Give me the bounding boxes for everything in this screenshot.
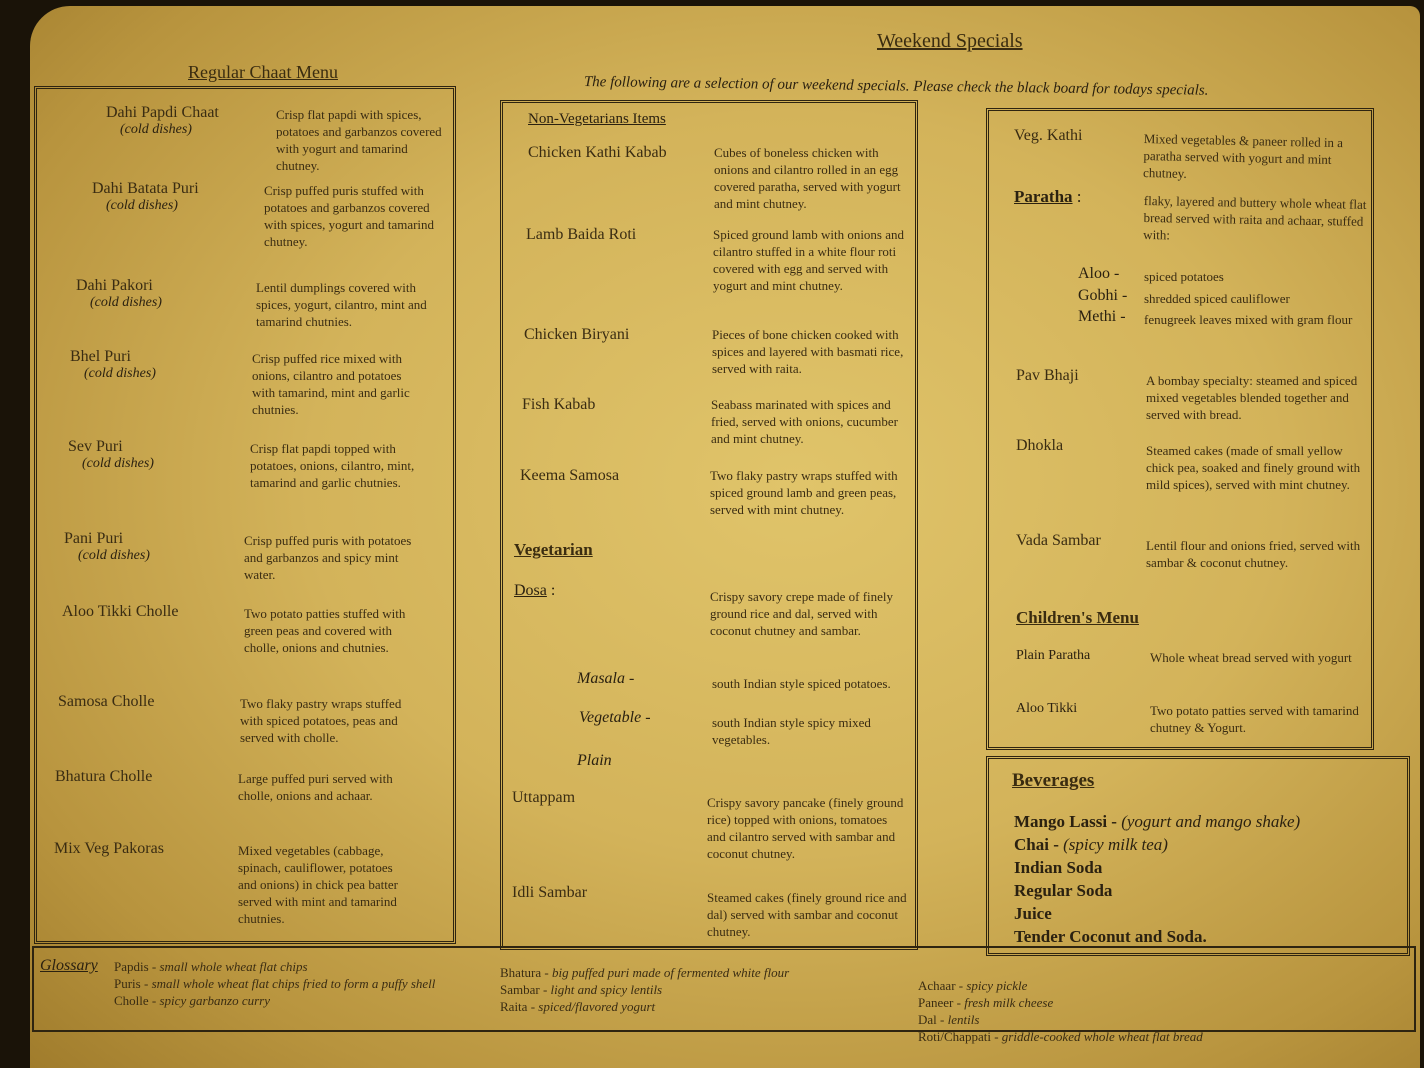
chaat-item-name: Bhel Puri	[70, 348, 131, 365]
dosa-colon: :	[550, 582, 556, 599]
glossary-definition: - small whole wheat flat chips	[151, 959, 308, 974]
chaat-item-name: Dahi Papdi Chaat	[106, 104, 219, 121]
paratha-label: Paratha	[1014, 187, 1073, 206]
glossary-title: Glossary	[40, 957, 98, 974]
special-item-name: Pav Bhaji	[1016, 367, 1079, 384]
glossary-definition: - spiced/flavored yogurt	[530, 999, 656, 1014]
chaat-item-description: Crisp puffed puris stuffed with potatoes and garbanzos covered with spices, yogurt and tamarind chutney.	[264, 183, 435, 249]
vegetarian-item-description: Crispy savory pancake (finely ground rice) topped with onions, tomatoes and cilantro served with sambar and coconut chutney.	[707, 795, 904, 861]
chaat-item-description: Crisp puffed rice mixed with onions, cilantro and potatoes with tamarind, mint and garlic chutnies.	[252, 351, 410, 417]
paratha-colon: :	[1076, 187, 1082, 206]
glossary-entry	[918, 1028, 1203, 1045]
chaat-item-name: Pani Puri	[64, 530, 124, 547]
non-veg-item-description: Cubes of boneless chicken with onions and cilantro rolled in an egg covered paratha, served with yogurt and mint chutney.	[714, 145, 901, 211]
chaat-item-name: Samosa Cholle	[58, 693, 155, 710]
chaat-item-note: (cold dishes)	[82, 456, 154, 471]
childrens-item-description: Two potato patties served with tamarind chutney & Yogurt.	[1150, 703, 1359, 735]
glossary-entry	[114, 975, 435, 992]
glossary-definition: - spicy garbanzo curry	[151, 993, 270, 1008]
dosa-heading	[514, 582, 555, 600]
chaat-item-description: Lentil dumplings covered with spices, yogurt, cilantro, mint and tamarind chutnies.	[256, 280, 427, 329]
chaat-item-name: Mix Veg Pakoras	[54, 840, 164, 857]
vegetarian-title: Vegetarian	[514, 540, 593, 559]
non-veg-item-description: Two flaky pastry wraps stuffed with spiced ground lamb and green peas, served with mint chutney.	[710, 468, 898, 517]
weekend-specials-title: Weekend Specials	[877, 30, 1023, 52]
chaat-item-description: Mixed vegetables (cabbage, spinach, cauliflower, potatoes and onions) in chick pea batter served with mint and tamarind chutnies.	[238, 843, 398, 926]
chaat-item-note: (cold dishes)	[90, 295, 162, 310]
beverages-title: Beverages	[1012, 770, 1095, 791]
vegetarian-item-name: Uttappam	[512, 789, 576, 806]
glossary-entry	[918, 977, 1027, 994]
glossary-entry	[918, 994, 1053, 1011]
paratha-description: flaky, layered and buttery whole wheat flat bread served with raita and achaar, stuffed with:	[1143, 192, 1367, 243]
vegetarian-item-name: Idli Sambar	[512, 884, 588, 901]
childrens-item-description: Whole wheat bread served with yogurt	[1150, 650, 1352, 665]
beverage-item	[1014, 927, 1207, 947]
dosa-type-description: south Indian style spicy mixed vegetables.	[712, 715, 871, 747]
chaat-item-description: Large puffed puri served with cholle, onions and achaar.	[238, 771, 393, 803]
paratha-type-description: spiced potatoes	[1144, 269, 1224, 284]
glossary-term: Puris	[114, 976, 141, 991]
paratha-type-name: Methi -	[1078, 308, 1126, 325]
dosa-description: Crispy savory crepe made of finely ground rice and dal, served with coconut chutney and sambar.	[710, 589, 894, 638]
paratha-heading	[1014, 187, 1082, 207]
glossary-entry	[114, 958, 308, 975]
glossary-definition: - fresh milk cheese	[956, 995, 1054, 1010]
glossary-definition: - small whole wheat flat chips fried to form a puffy shell	[143, 976, 436, 991]
non-veg-item-name: Fish Kabab	[522, 396, 596, 413]
dosa-type-name: Masala -	[577, 670, 635, 687]
chaat-item-name: Sev Puri	[68, 438, 123, 455]
glossary-entry	[114, 992, 270, 1009]
veg-kathi-description: Mixed vegetables & paneer rolled in a paratha served with yogurt and mint chutney.	[1142, 130, 1344, 181]
beverage-name: Regular Soda	[1014, 881, 1113, 900]
weekend-intro: The following are a selection of our weekend specials. Please check the black board for todays specials.	[583, 74, 1209, 99]
non-veg-item-description: Spiced ground lamb with onions and cilantro stuffed in a white flour roti covered with egg and served with yogurt and mint chutney.	[713, 227, 905, 293]
glossary-term: Achaar	[918, 978, 956, 993]
non-veg-item-description: Pieces of bone chicken cooked with spices and layered with basmati rice, served with raita.	[712, 327, 904, 376]
beverage-note: (spicy milk tea)	[1063, 835, 1168, 854]
glossary-term: Sambar	[500, 982, 540, 997]
chaat-item-description: Crisp puffed puris with potatoes and garbanzos and spicy mint water.	[244, 533, 412, 582]
non-veg-item-name: Chicken Kathi Kabab	[528, 144, 667, 161]
glossary-term: Raita	[500, 999, 528, 1014]
chaat-item-note: (cold dishes)	[78, 548, 150, 563]
childrens-menu-title: Children's Menu	[1016, 608, 1139, 627]
glossary-term: Bhatura	[500, 965, 542, 980]
glossary-term: Roti/Chappati	[918, 1029, 991, 1044]
chaat-item-note: (cold dishes)	[106, 198, 178, 213]
glossary-definition: - big puffed puri made of fermented white flour	[544, 965, 790, 980]
chaat-item-name: Dahi Pakori	[76, 277, 153, 294]
chaat-item-note: (cold dishes)	[120, 122, 192, 137]
special-item-description: A bombay specialty: steamed and spiced mixed vegetables blended together and served with bread.	[1146, 373, 1358, 422]
childrens-item-name: Plain Paratha	[1016, 648, 1091, 663]
chaat-menu-title: Regular Chaat Menu	[188, 62, 338, 82]
dosa-type-name: Vegetable -	[579, 709, 651, 726]
glossary-definition: - spicy pickle	[958, 978, 1028, 993]
chaat-item-name: Bhatura Cholle	[55, 768, 153, 785]
non-veg-item-name: Lamb Baida Roti	[526, 226, 637, 243]
beverage-note: (yogurt and mango shake)	[1121, 812, 1301, 831]
chaat-item-name: Dahi Batata Puri	[92, 180, 199, 197]
beverage-item	[1014, 858, 1102, 878]
glossary-term: Papdis	[114, 959, 149, 974]
chaat-item-description: Two flaky pastry wraps stuffed with spiced potatoes, peas and served with cholle.	[240, 696, 402, 745]
paratha-type-name: Aloo -	[1078, 265, 1120, 282]
beverage-item	[1014, 881, 1112, 901]
glossary-term: Cholle	[114, 993, 149, 1008]
dosa-type-description: south Indian style spiced potatoes.	[712, 676, 891, 691]
glossary-definition: - griddle-cooked whole wheat flat bread	[994, 1029, 1203, 1044]
special-item-description: Lentil flour and onions fried, served with sambar & coconut chutney.	[1146, 538, 1361, 570]
beverage-name: Mango Lassi -	[1014, 812, 1117, 831]
non-veg-item-name: Chicken Biryani	[524, 326, 630, 343]
beverage-item	[1014, 812, 1300, 832]
chaat-item-name: Aloo Tikki Cholle	[62, 603, 179, 620]
beverage-item	[1014, 835, 1168, 855]
glossary-entry	[500, 981, 662, 998]
dosa-type-name: Plain	[577, 752, 612, 769]
vegetarian-item-description: Steamed cakes (finely ground rice and dal) served with sambar and coconut chutney.	[707, 890, 907, 939]
chaat-item-note: (cold dishes)	[84, 366, 156, 381]
childrens-item-name: Aloo Tikki	[1016, 701, 1078, 716]
paratha-type-description: fenugreek leaves mixed with gram flour	[1144, 312, 1353, 327]
glossary-definition: - lentils	[940, 1012, 980, 1027]
paratha-type-description: shredded spiced cauliflower	[1144, 291, 1290, 306]
special-item-name: Dhokla	[1016, 437, 1064, 454]
special-item-description: Steamed cakes (made of small yellow chick pea, soaked and finely ground with mild spices), served with mint chutney.	[1146, 443, 1361, 492]
glossary-term: Paneer	[918, 995, 954, 1010]
beverage-name: Indian Soda	[1014, 858, 1103, 877]
glossary-entry	[918, 1011, 979, 1028]
glossary-term: Dal	[918, 1012, 937, 1027]
non-veg-item-description: Seabass marinated with spices and fried, served with onions, cucumber and mint chutney.	[711, 397, 899, 446]
chaat-item-description: Crisp flat papdi with spices, potatoes and garbanzos covered with yogurt and tamarind chutney.	[276, 107, 442, 173]
paratha-type-name: Gobhi -	[1078, 287, 1128, 304]
glossary-entry	[500, 998, 655, 1015]
beverage-name: Chai -	[1014, 835, 1059, 854]
glossary-definition: - light and spicy lentils	[542, 982, 663, 997]
veg-kathi-name: Veg. Kathi	[1014, 127, 1083, 144]
non-veg-item-name: Keema Samosa	[520, 467, 620, 484]
non-veg-title: Non-Vegetarians Items	[528, 111, 666, 127]
special-item-name: Vada Sambar	[1016, 532, 1101, 549]
beverage-item	[1014, 904, 1052, 924]
beverage-name: Juice	[1014, 904, 1052, 923]
chaat-item-description: Two potato patties stuffed with green peas and covered with cholle, onions and chutnies.	[244, 606, 406, 655]
chaat-item-description: Crisp flat papdi topped with potatoes, onions, cilantro, mint, tamarind and garlic chutnies.	[250, 441, 415, 490]
glossary-entry	[500, 964, 789, 981]
beverage-name: Tender Coconut and Soda.	[1014, 927, 1207, 946]
dosa-label: Dosa	[514, 582, 547, 599]
